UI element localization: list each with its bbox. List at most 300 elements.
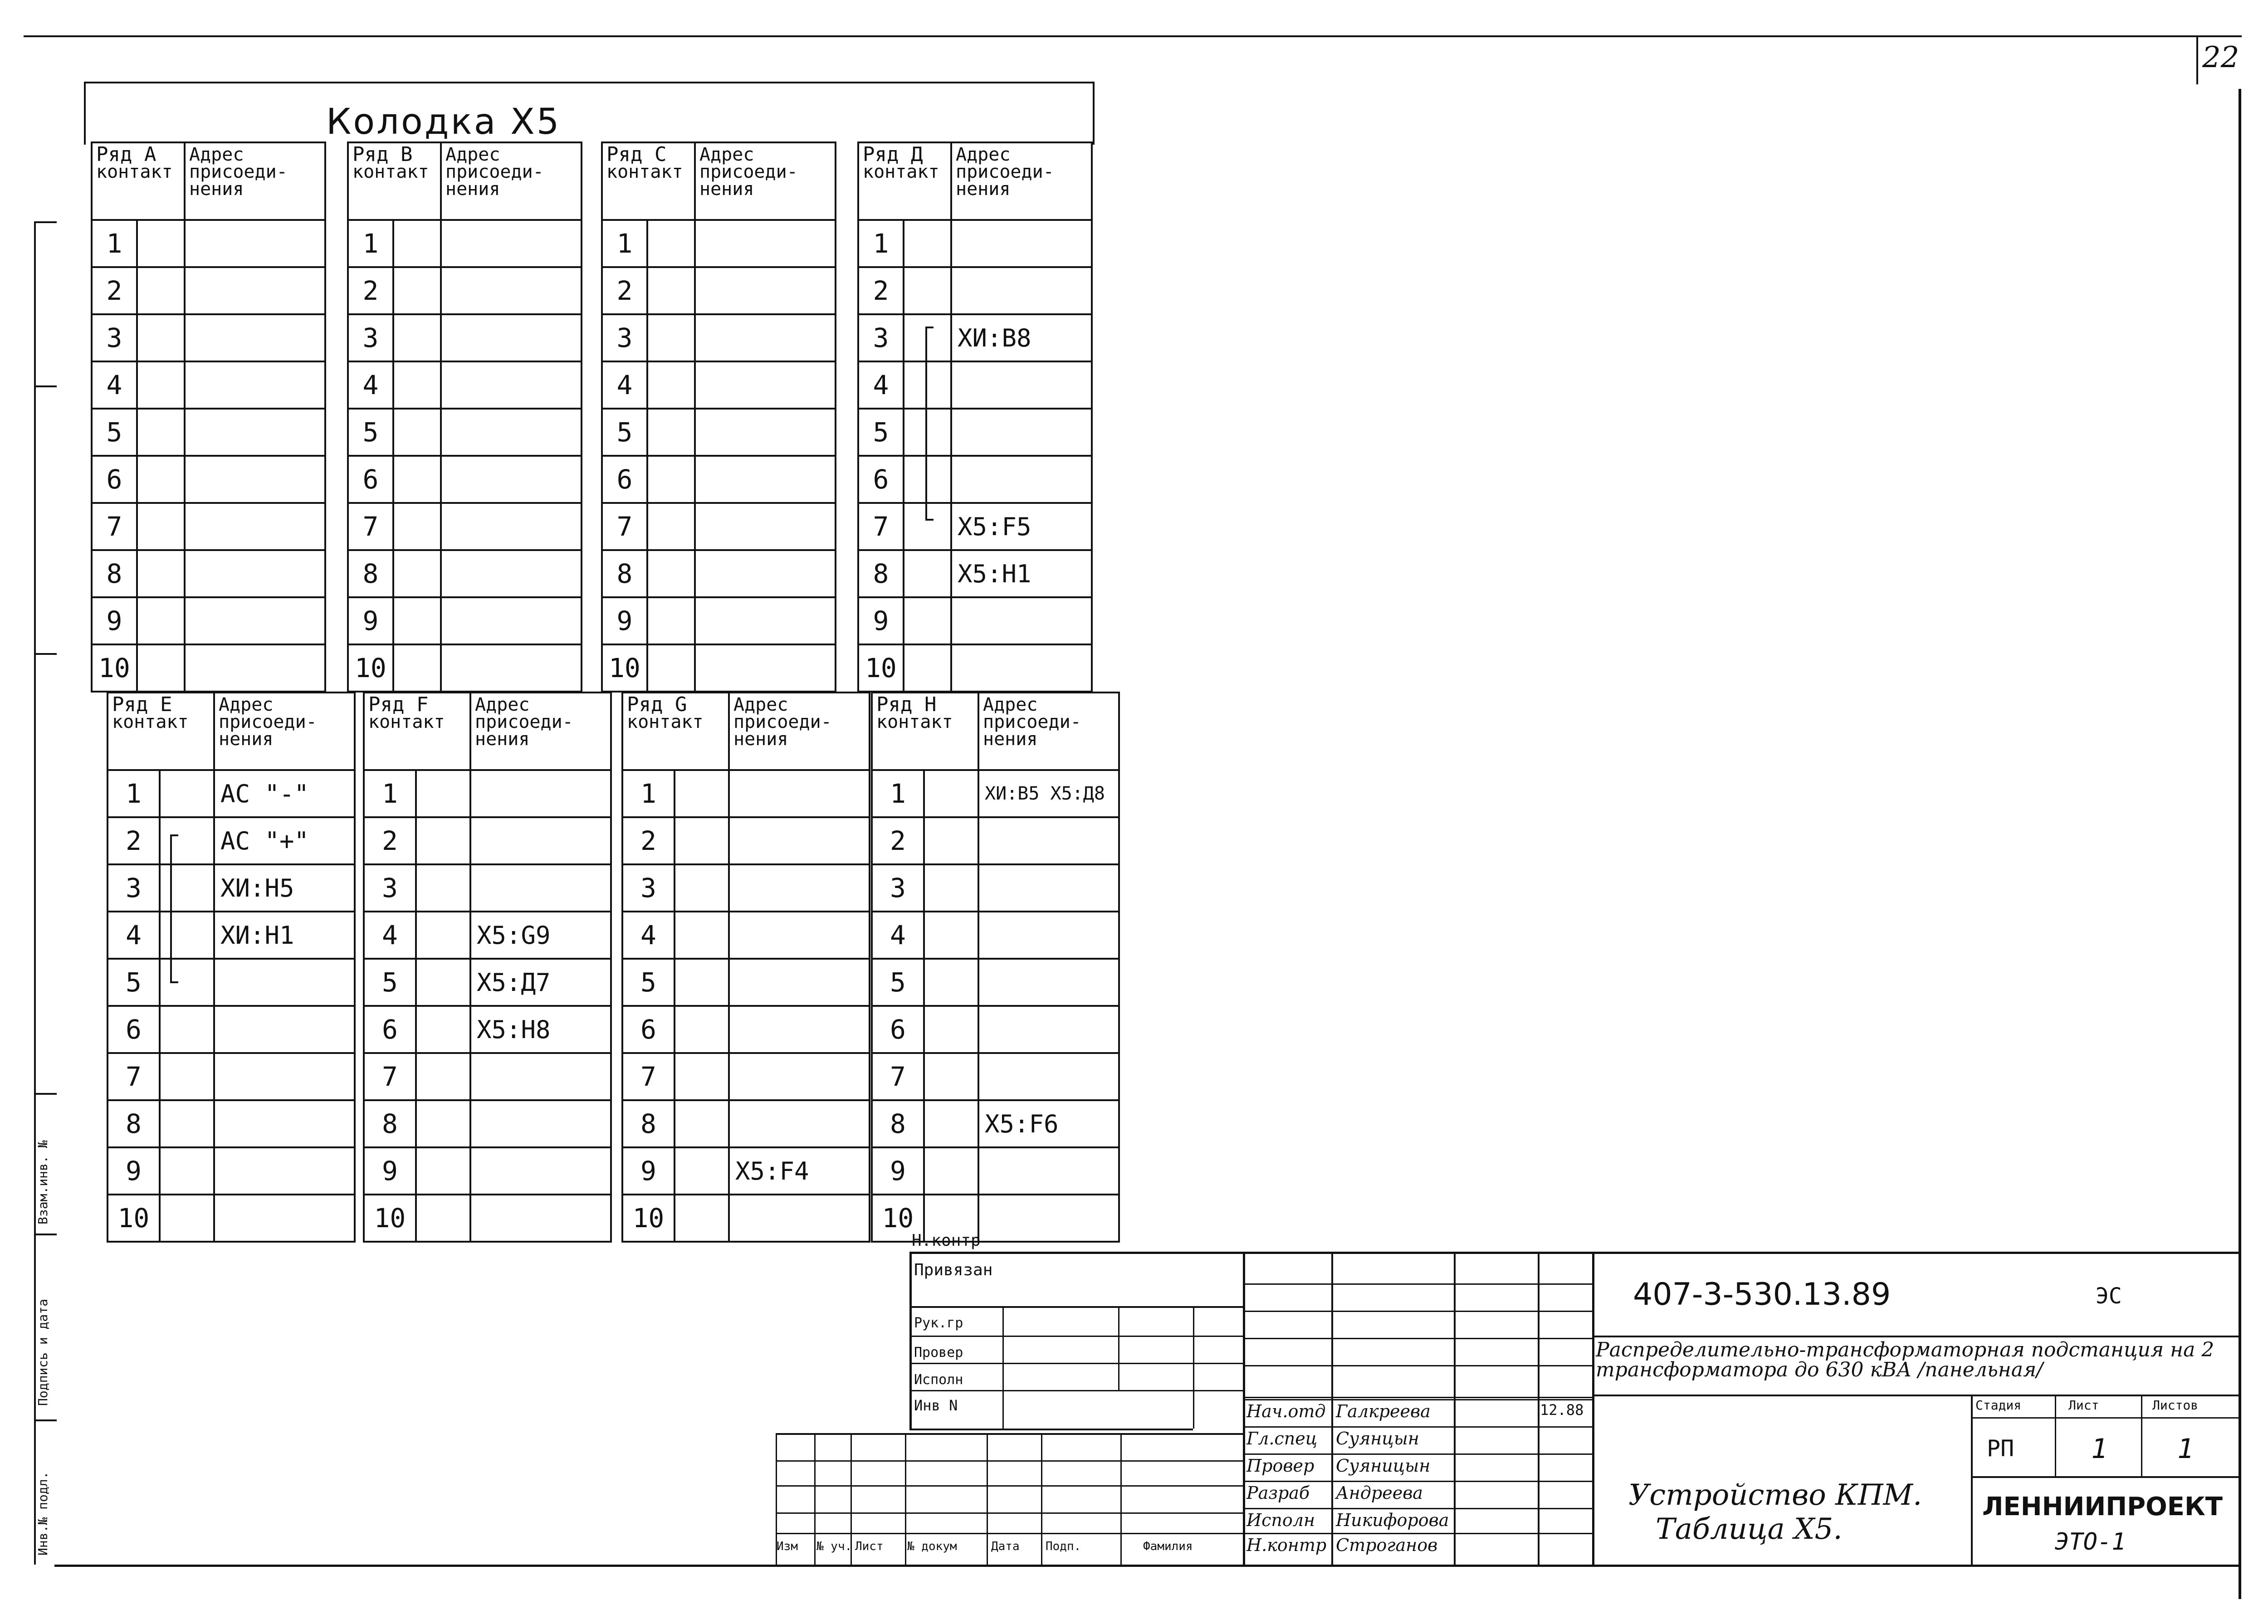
table-row xyxy=(108,1195,355,1242)
table-row xyxy=(872,864,1119,912)
jumper-cell xyxy=(924,1147,978,1195)
jumper-cell xyxy=(675,1006,729,1053)
address-cell xyxy=(695,314,836,361)
revision-column-header: № уч. xyxy=(816,1540,852,1553)
staff-role: Нач.отд xyxy=(1246,1401,1326,1421)
jumper-cell xyxy=(647,550,695,597)
jumper-cell xyxy=(416,864,470,912)
address-cell xyxy=(214,1147,355,1195)
table-row xyxy=(348,503,582,550)
contact-number: 7 xyxy=(364,1053,416,1100)
table-row xyxy=(364,1147,611,1195)
jumper-cell xyxy=(675,1100,729,1147)
address-cell xyxy=(441,361,582,409)
jumper-cell xyxy=(416,1100,470,1147)
contact-number: 1 xyxy=(92,220,137,267)
contact-header: контакт xyxy=(863,161,939,182)
row-label: Ряд F xyxy=(368,693,429,716)
contact-number: 7 xyxy=(622,1053,675,1100)
jumper-cell xyxy=(675,864,729,912)
jumper-cell xyxy=(137,644,185,692)
table-row xyxy=(348,550,582,597)
address-cell: АС "+" xyxy=(214,817,355,864)
table-row xyxy=(108,1006,355,1053)
contact-number: 8 xyxy=(858,550,904,597)
jumper-cell xyxy=(647,361,695,409)
contact-number: 7 xyxy=(348,503,393,550)
address-cell xyxy=(185,550,325,597)
table-row xyxy=(348,220,582,267)
table-row xyxy=(92,644,325,692)
jumper-cell xyxy=(393,267,441,314)
contact-number: 4 xyxy=(622,912,675,959)
strip-label-replace: Взам.инв. № xyxy=(35,1140,50,1224)
address-cell xyxy=(729,1195,870,1242)
stage-header: Стадия xyxy=(1975,1398,2022,1413)
address-cell: АС "-" xyxy=(214,770,355,817)
frame-bottom-line xyxy=(54,1565,2241,1567)
table-line xyxy=(776,1433,1243,1435)
address-cell xyxy=(729,817,870,864)
jumper-cell xyxy=(904,597,951,644)
contact-number: 3 xyxy=(872,864,924,912)
jumper-cell xyxy=(416,912,470,959)
address-cell xyxy=(185,314,325,361)
address-cell xyxy=(214,1195,355,1242)
jumper-cell xyxy=(647,456,695,503)
table-row xyxy=(108,912,355,959)
row-label: Ряд Н xyxy=(876,693,937,716)
address-cell: X5:H8 xyxy=(470,1006,611,1053)
row-header-address: Адрес присоеди- нения xyxy=(441,142,582,220)
address-cell xyxy=(441,503,582,550)
address-cell xyxy=(470,1053,611,1100)
row-header-address: Адрес присоеди- нения xyxy=(978,693,1119,770)
jumper-cell xyxy=(924,912,978,959)
address-cell xyxy=(951,409,1092,456)
jumper-cell xyxy=(924,817,978,864)
contact-number: 6 xyxy=(602,456,647,503)
contact-number: 8 xyxy=(92,550,137,597)
jumper-cell xyxy=(416,1006,470,1053)
jumper-cell xyxy=(924,1006,978,1053)
address-cell xyxy=(978,959,1119,1006)
staff-date: 12.88 xyxy=(1540,1401,1584,1419)
table-row xyxy=(364,817,611,864)
jumper-cell xyxy=(393,361,441,409)
table-row xyxy=(622,1053,870,1100)
jumper-cell xyxy=(137,550,185,597)
contact-number: 1 xyxy=(622,770,675,817)
contact-number: 7 xyxy=(108,1053,160,1100)
address-cell xyxy=(214,1100,355,1147)
jumper-cell xyxy=(137,314,185,361)
contact-number: 10 xyxy=(108,1195,160,1242)
contact-number: 2 xyxy=(622,817,675,864)
table-row xyxy=(872,1006,1119,1053)
frame-right-line xyxy=(2239,89,2241,1599)
jumper-cell xyxy=(160,1100,214,1147)
table-row xyxy=(348,361,582,409)
sheet-value: 1 xyxy=(2091,1433,2108,1465)
jumper-bracket xyxy=(925,327,934,521)
address-cell xyxy=(470,864,611,912)
table-row xyxy=(108,864,355,912)
contact-number: 9 xyxy=(108,1147,160,1195)
sheet-header: Лист xyxy=(2068,1398,2099,1413)
address-cell xyxy=(978,912,1119,959)
jumper-cell xyxy=(924,864,978,912)
table-line xyxy=(1243,1453,1592,1455)
table-row xyxy=(348,267,582,314)
table-row xyxy=(858,314,1092,361)
address-cell xyxy=(441,409,582,456)
contact-number: 5 xyxy=(92,409,137,456)
contact-number: 5 xyxy=(108,959,160,1006)
address-cell xyxy=(729,1006,870,1053)
strip-tick xyxy=(34,653,57,655)
table-line xyxy=(1592,1395,2241,1396)
frame-top-line xyxy=(24,35,2242,37)
contact-number: 1 xyxy=(108,770,160,817)
table-row xyxy=(602,409,836,456)
table-row xyxy=(872,1053,1119,1100)
terminal-table-1 xyxy=(107,692,356,1243)
table-line xyxy=(1454,1252,1456,1565)
jumper-cell xyxy=(137,597,185,644)
jumper-cell xyxy=(647,644,695,692)
jumper-cell xyxy=(675,1053,729,1100)
contact-number: 6 xyxy=(108,1006,160,1053)
table-line xyxy=(1592,1336,2241,1337)
table-row xyxy=(602,314,836,361)
staff-name: Галкреева xyxy=(1336,1401,1431,1421)
address-cell xyxy=(951,597,1092,644)
address-cell xyxy=(978,1195,1119,1242)
strip-tick xyxy=(34,221,57,223)
contact-header: контакт xyxy=(96,161,173,182)
address-cell xyxy=(978,1006,1119,1053)
jumper-cell xyxy=(393,456,441,503)
terminal-table-1 xyxy=(91,141,326,693)
contact-number: 10 xyxy=(92,644,137,692)
address-cell xyxy=(441,456,582,503)
table-row xyxy=(872,912,1119,959)
contact-number: 9 xyxy=(364,1147,416,1195)
address-cell xyxy=(441,267,582,314)
table-row xyxy=(872,1147,1119,1195)
table-row xyxy=(622,959,870,1006)
row-label: Ряд Е xyxy=(112,693,172,716)
contact-number: 1 xyxy=(602,220,647,267)
ruk-gr-label: Рук.гр xyxy=(914,1315,963,1331)
proveril-label: Провер xyxy=(914,1345,963,1361)
table-row xyxy=(872,1195,1119,1242)
jumper-cell xyxy=(675,1147,729,1195)
table-line xyxy=(776,1485,1243,1487)
staff-role: Н.контр xyxy=(1246,1535,1327,1555)
table-line xyxy=(2141,1395,2142,1476)
contact-number: 3 xyxy=(92,314,137,361)
contact-number: 10 xyxy=(858,644,904,692)
strip-tick xyxy=(34,1234,57,1235)
table-row xyxy=(622,864,870,912)
contact-number: 2 xyxy=(858,267,904,314)
table-row xyxy=(108,1147,355,1195)
terminal-table-2 xyxy=(363,692,612,1243)
contact-number: 9 xyxy=(622,1147,675,1195)
contact-number: 8 xyxy=(364,1100,416,1147)
address-cell xyxy=(185,220,325,267)
address-cell xyxy=(695,503,836,550)
table-line xyxy=(1243,1338,1592,1339)
table-row xyxy=(92,314,325,361)
contact-number: 5 xyxy=(348,409,393,456)
table-line xyxy=(1243,1426,1592,1428)
address-cell xyxy=(185,644,325,692)
jumper-cell xyxy=(160,817,214,864)
table-row xyxy=(622,770,870,817)
table-line xyxy=(1243,1365,1592,1366)
jumper-cell xyxy=(675,912,729,959)
contact-number: 9 xyxy=(872,1147,924,1195)
row-header-address: Адрес присоеди- нения xyxy=(951,142,1092,220)
address-cell xyxy=(185,267,325,314)
staff-role: Гл.спец xyxy=(1246,1429,1318,1448)
table-row xyxy=(872,770,1119,817)
table-row xyxy=(858,644,1092,692)
table-row xyxy=(364,912,611,959)
table-row xyxy=(602,550,836,597)
table-row xyxy=(108,959,355,1006)
jumper-cell xyxy=(924,770,978,817)
contact-number: 1 xyxy=(348,220,393,267)
jumper-cell xyxy=(160,1053,214,1100)
address-cell xyxy=(470,1147,611,1195)
contact-number: 6 xyxy=(872,1006,924,1053)
address-cell xyxy=(695,220,836,267)
jumper-cell xyxy=(647,267,695,314)
row-header-address: Адрес присоеди- нения xyxy=(470,693,611,770)
table-line xyxy=(987,1433,988,1565)
title-block-top-line xyxy=(909,1252,2241,1254)
table-line xyxy=(1331,1252,1333,1565)
table-line xyxy=(1243,1283,1592,1285)
strip-tick xyxy=(34,385,57,387)
address-cell xyxy=(729,864,870,912)
row-header-contact xyxy=(602,142,695,220)
contact-number: 7 xyxy=(602,503,647,550)
contact-number: 7 xyxy=(858,503,904,550)
jumper-cell xyxy=(160,1195,214,1242)
address-cell xyxy=(214,1053,355,1100)
address-cell xyxy=(695,456,836,503)
address-cell xyxy=(695,644,836,692)
strip-tick xyxy=(34,1419,57,1421)
table-row xyxy=(92,597,325,644)
contact-number: 2 xyxy=(108,817,160,864)
address-cell xyxy=(441,597,582,644)
jumper-cell xyxy=(137,456,185,503)
jumper-cell xyxy=(416,817,470,864)
table-row xyxy=(858,361,1092,409)
page-number: 22 xyxy=(2202,41,2239,74)
address-cell: ХИ:В5 X5:Д8 xyxy=(978,770,1119,817)
jumper-cell xyxy=(137,220,185,267)
table-line xyxy=(1971,1417,2241,1419)
address-cell xyxy=(695,597,836,644)
table-row xyxy=(348,597,582,644)
table-line xyxy=(1243,1533,1592,1534)
row-header-contact xyxy=(858,142,951,220)
table-row xyxy=(858,220,1092,267)
contact-number: 5 xyxy=(364,959,416,1006)
block-title: Колодка X5 xyxy=(326,102,561,142)
address-cell xyxy=(729,770,870,817)
contact-number: 3 xyxy=(622,864,675,912)
table-row xyxy=(858,503,1092,550)
table-row xyxy=(348,456,582,503)
contact-number: 9 xyxy=(348,597,393,644)
address-cell xyxy=(729,912,870,959)
ispolnil-label: Исполн xyxy=(914,1372,963,1388)
table-row xyxy=(622,1195,870,1242)
address-cell xyxy=(729,959,870,1006)
address-cell: X5:F6 xyxy=(978,1100,1119,1147)
contact-number: 8 xyxy=(348,550,393,597)
row-label: Ряд Д xyxy=(863,143,923,166)
table-row xyxy=(858,550,1092,597)
table-line xyxy=(1002,1306,1004,1429)
jumper-cell xyxy=(393,550,441,597)
table-line xyxy=(1538,1252,1540,1565)
address-cell xyxy=(441,314,582,361)
row-header-contact xyxy=(872,693,978,770)
strip-label-sign: Подпись и дата xyxy=(35,1298,50,1406)
jumper-cell xyxy=(416,1147,470,1195)
address-cell xyxy=(695,550,836,597)
revision-column-header: № докум xyxy=(907,1540,957,1553)
contact-number: 2 xyxy=(602,267,647,314)
contact-header: контакт xyxy=(606,161,683,182)
sheets-header: Листов xyxy=(2152,1398,2199,1413)
jumper-cell xyxy=(904,550,951,597)
contact-number: 6 xyxy=(858,456,904,503)
address-cell: X5:G9 xyxy=(470,912,611,959)
table-row xyxy=(92,267,325,314)
address-cell: X5:F5 xyxy=(951,503,1092,550)
terminal-table-3 xyxy=(621,692,870,1243)
table-row xyxy=(858,456,1092,503)
jumper-cell xyxy=(393,314,441,361)
table-row xyxy=(108,770,355,817)
table-line xyxy=(814,1433,816,1565)
jumper-cell xyxy=(675,959,729,1006)
jumper-cell xyxy=(904,644,951,692)
address-cell xyxy=(951,361,1092,409)
jumper-cell xyxy=(160,959,214,1006)
table-line xyxy=(1243,1481,1592,1482)
revision-column-header: Изм xyxy=(777,1540,798,1553)
contact-number: 8 xyxy=(872,1100,924,1147)
contact-number: 10 xyxy=(622,1195,675,1242)
table-row xyxy=(602,456,836,503)
contact-header: контакт xyxy=(352,161,429,182)
table-row xyxy=(364,959,611,1006)
strip-label-inv: Инв.№ подл. xyxy=(35,1471,50,1556)
address-cell xyxy=(695,361,836,409)
contact-number: 2 xyxy=(872,817,924,864)
staff-role: Исполн xyxy=(1246,1510,1315,1530)
table-row xyxy=(622,1006,870,1053)
row-header-contact xyxy=(92,142,185,220)
table-line xyxy=(776,1512,1243,1514)
jumper-cell xyxy=(160,864,214,912)
table-row xyxy=(622,912,870,959)
jumper-cell xyxy=(137,503,185,550)
table-line xyxy=(1193,1306,1194,1429)
address-cell xyxy=(951,267,1092,314)
jumper-cell xyxy=(393,644,441,692)
contact-number: 3 xyxy=(858,314,904,361)
organization-name: ЛЕННИИПРОЕКТ xyxy=(1982,1492,2223,1522)
contact-number: 3 xyxy=(364,864,416,912)
row-header-contact xyxy=(108,693,214,770)
contact-number: 5 xyxy=(872,959,924,1006)
contact-number: 4 xyxy=(872,912,924,959)
jumper-cell xyxy=(924,1053,978,1100)
contact-number: 4 xyxy=(364,912,416,959)
contact-number: 10 xyxy=(364,1195,416,1242)
table-row xyxy=(858,597,1092,644)
row-label: Ряд А xyxy=(96,143,156,166)
staff-name: Строганов xyxy=(1336,1535,1438,1555)
sheet-title-line2: Таблица X5. xyxy=(1656,1512,1843,1546)
jumper-cell xyxy=(393,597,441,644)
n-kontr-label: Н.контр xyxy=(912,1231,981,1250)
table-line xyxy=(1971,1476,2241,1478)
table-line xyxy=(1971,1395,1973,1565)
address-cell xyxy=(729,1053,870,1100)
contact-number: 1 xyxy=(858,220,904,267)
table-row xyxy=(364,1195,611,1242)
jumper-cell xyxy=(675,817,729,864)
table-row xyxy=(364,864,611,912)
row-header-contact xyxy=(622,693,729,770)
terminal-table-3 xyxy=(601,141,836,693)
table-line xyxy=(776,1460,1243,1462)
jumper-cell xyxy=(393,503,441,550)
address-cell xyxy=(470,770,611,817)
staff-name: Никифорова xyxy=(1336,1510,1449,1530)
terminal-table-2 xyxy=(347,141,582,693)
table-row xyxy=(622,1100,870,1147)
table-row xyxy=(108,1100,355,1147)
jumper-cell xyxy=(393,220,441,267)
document-code: 407-3-530.13.89 xyxy=(1633,1277,1891,1312)
jumper-cell xyxy=(647,314,695,361)
table-row xyxy=(92,409,325,456)
jumper-cell xyxy=(160,770,214,817)
table-row xyxy=(108,817,355,864)
address-cell xyxy=(185,597,325,644)
contact-number: 4 xyxy=(108,912,160,959)
jumper-cell xyxy=(904,220,951,267)
address-cell xyxy=(185,409,325,456)
address-cell xyxy=(470,1195,611,1242)
row-label: Ряд В xyxy=(352,143,413,166)
table-row xyxy=(872,1100,1119,1147)
